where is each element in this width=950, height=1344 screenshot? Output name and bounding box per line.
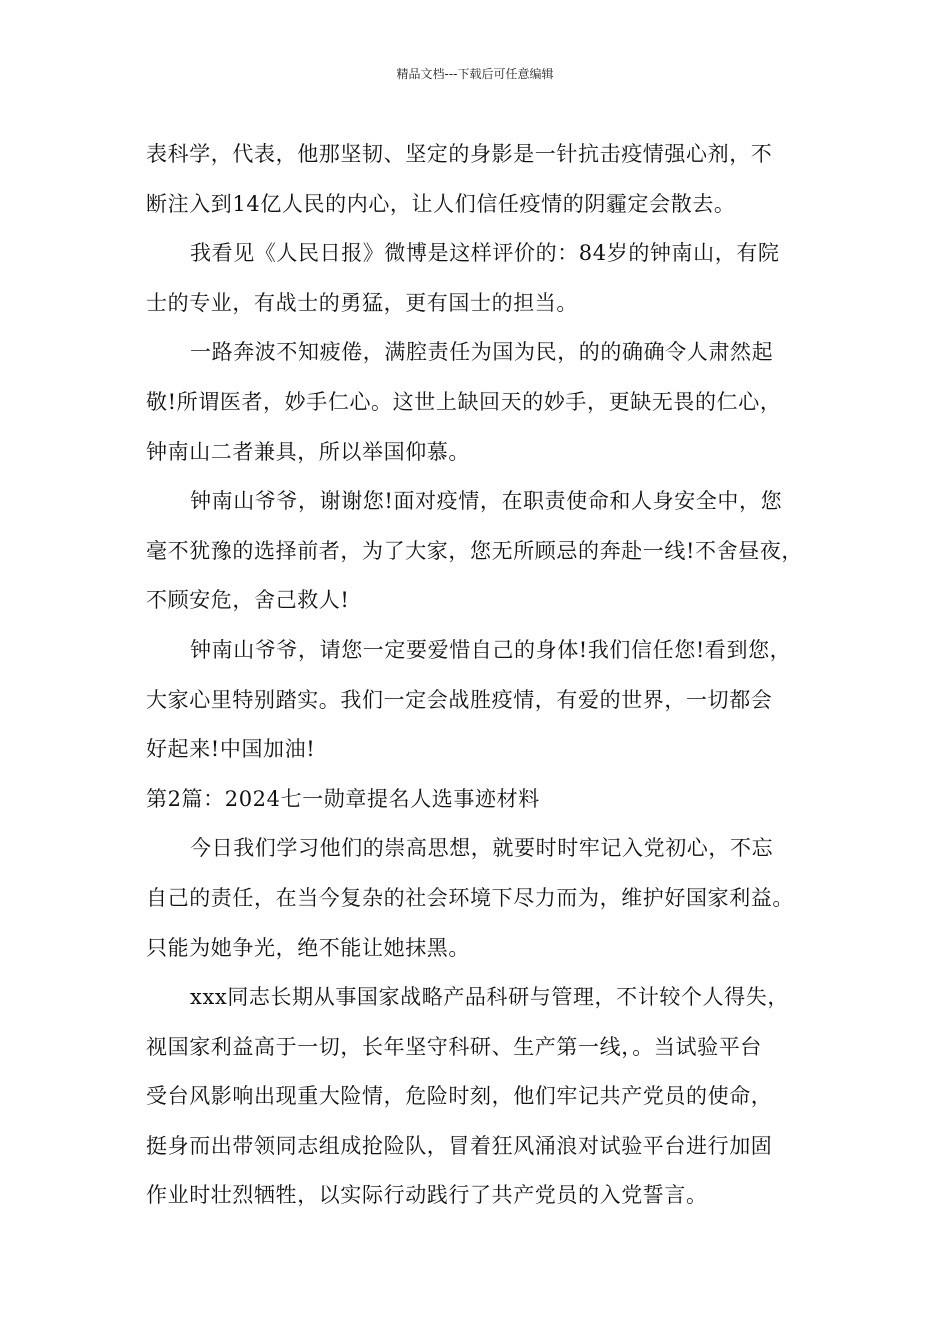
text-line: 不顾安危，舍己救人! [146, 588, 350, 613]
text-line: 士的专业，有战士的勇猛，更有国士的担当。 [146, 290, 578, 315]
paragraph-first-line: 我看见《人民日报》微博是这样评价的：84岁的钟南山，有院 [190, 241, 780, 266]
text-line: 毫不犹豫的选择前者，为了大家，您无所顾忌的奔赴一线!不舍昼夜， [146, 538, 804, 563]
text-line: 受台风影响出现重大险情，危险时刻，他们牢记共产党员的使命， [146, 1084, 773, 1109]
paragraph-first-line: 今日我们学习他们的崇高思想，就要时时牢记入党初心，不忘 [190, 836, 774, 861]
page-header: 精品文档---下载后可任意编辑 [396, 67, 554, 81]
text-line: 断注入到14亿人民的内心，让人们信任疫情的阴霾定会散去。 [146, 191, 736, 216]
paragraph-first-line: 钟南山爷爷，谢谢您!面对疫情，在职责使命和人身安全中，您 [190, 489, 783, 514]
paragraph-first-line: 一路奔波不知疲倦，满腔责任为国为民，的的确确令人肃然起 [190, 340, 774, 365]
text-line: 作业时壮烈牺牲，以实际行动践行了共产党员的入党誓言。 [146, 1183, 708, 1208]
text-line: 钟南山二者兼具，所以举国仰慕。 [146, 439, 470, 464]
paragraph-first-line: xxx同志长期从事国家战略产品科研与管理，不计较个人得失， [190, 985, 789, 1010]
document-body [146, 130, 816, 1221]
paragraph-first-line: 钟南山爷爷，请您一定要爱惜自己的身体!我们信任您!看到您， [190, 637, 792, 662]
text-line: 视国家利益高于一切，长年坚守科研、生产第一线，。当试验平台 [146, 1034, 762, 1059]
text-line: 只能为她争光，绝不能让她抹黑。 [146, 935, 470, 960]
text-line: 第2篇：2024七一勋章提名人选事迹材料 [146, 786, 540, 811]
text-line: 大家心里特别踏实。我们一定会战胜疫情，有爱的世界，一切都会 [146, 687, 773, 712]
text-line: 表科学，代表，他那坚韧、坚定的身影是一针抗击疫情强心剂，不 [146, 142, 773, 166]
text-line: 敬!所谓医者，妙手仁心。这世上缺回天的妙手，更缺无畏的仁心， [146, 389, 782, 414]
text-line: 自己的责任，在当今复杂的社会环境下尽力而为，维护好国家利益。 [146, 885, 794, 910]
text-line: 好起来!中国加油! [146, 737, 316, 762]
text-line: 挺身而出带领同志组成抢险队，冒着狂风涌浪对试验平台进行加固 [146, 1133, 773, 1158]
